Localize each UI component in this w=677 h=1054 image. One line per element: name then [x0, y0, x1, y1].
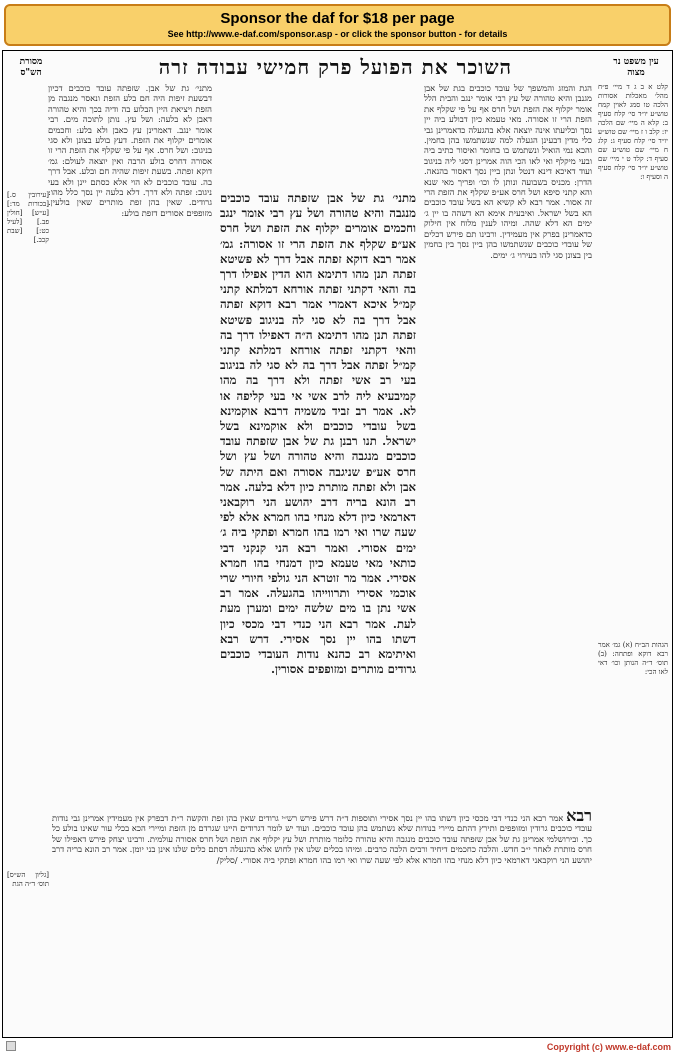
mesoret-margin [7, 191, 49, 491]
gilyon-text: [גליון הש״ס] תוס׳ ד״ה הגת [7, 871, 49, 888]
rashi-text: מתני׳ גת של אבן. שזפתה עובד כוכבים דכיון דבשעת זיפות היה חם בלע הזפת ונאסר מנגבה מן הזפת ויציאת היין הבלוע בה ודיה בכך והיא טהורה דאבן לא בלעה: ושל עץ. נותן לתוכה מים. רבי אומר ינגב. דאמרינן עץ כאבן ולא בלע: וחכמים אומרים יקלוף את הזפת. דעץ בולע בצונן ולא סגי בניגוב: ושל חרס. אף על פי שקלף את הזפת הרי זו אסורה דחרס בולע הרבה ואין יוצאה לעולם: גמ׳ דוקא זפתה. בשעת זיפות שהיה חם ובלע. אבל דרך בה. עובד כוכבים לא הוי אלא כסתם יינן ולא בעי ניגוב: זפתה ולא דרך. דלא בלעה יין נסך כלל מהו: גרודים. שאין בהן זפת מותרים שאין בולעין. מזופפים אסורים דזפת בולע: [48, 83, 212, 218]
bottom-end-mark: /סליק/ [216, 854, 238, 865]
gemara-opening-word: מתני׳ [392, 191, 416, 205]
sponsor-banner[interactable] [4, 4, 671, 46]
bottom-commentary [52, 811, 592, 1031]
sponsor-button[interactable] [6, 1041, 16, 1051]
copyright-notice[interactable]: Copyright (c) www.e-daf.com [546, 1042, 671, 1052]
tosafot-column [424, 83, 592, 801]
mesoret-heading: מסורת הש"ס [19, 57, 43, 78]
ein-mishpat-heading: עין משפט נר מצוה [613, 57, 659, 78]
page-header [3, 55, 672, 85]
bottom-dibbur-hamatchil: רבא [566, 811, 592, 825]
mesoret-text: [עירובין ס.] [בכורות מד:] [ע״ש] [חולין פב.] [לעיל כט:] [שבת קכב.] [7, 191, 49, 244]
sponsor-subtitle[interactable]: See http://www.e-daf.com/sponsor.asp - or click the sponsor button - for details [167, 29, 508, 39]
gemara-text: גת של אבן שזפתה עובד כוכבים מנגבה והיא טהורה ושל עץ רבי אומר ינגב וחכמים אומרים יקלוף את הזפת ושל חרס אע״פ שקלף את הזפת הרי זו אסורה: גמ׳ אמר רבא דוקא זפתה אבל דרך לא פשיטא זפתה תנן מהו דתימא הוא הדין אפילו דרך בה והאי דקתני זפתה אורחא דמלתא קתני קמ״ל איכא דאמרי אמר רבא דוקא זפתה אבל דרך בה לא סגי לה בניגוב פשיטא זפתה תנן מהו דתימא ה״ה דאפילו דרך בה והאי דקתני זפתה אורחא דמלתא קתני קמ״ל זפתה אבל דרך בה לא סגי לה בניגוב בעי רב אשי זפתה ולא דרך בה מהו קמיבעיא ליה לרב אשי אי בעי קליפה או לא. אמר רב זביד משמיה דרבא אוקמינא בשל עובדי כוכבים ולא אוקמינא בשל ישראל. תנו רבנן גת של אבן שזפתה עובד כוכבים מנגבה והיא טהורה ושל עץ ושל חרס אע״פ שניגבה אסורה ואם היתה של אבן ולא זפתה מותרת כיון דלא בלעה. אמר רב הונא בריה דרב יהושע הני רוקבאני דארמאי כיון דלא מנחי בהו חמרא אלא לפי שעה שרו ואי רמו בהו חמרא ופתקי ביה ג׳ ימים אסורי. ואמר רבא הני קנקני דבי כותאי מאי טעמא כיון דמנחי בהו חמרא אסירי. אמר מר זוטרא הני גולפי חיורי שרי אוכמי אסירי ותרווייהו בהגעלה. אמר רב אשי נתן בו מים שלשה ימים ומערן מעת לעת. אמר רבא הני כנדי דבי מכסי כיון דשתו בהו יין נסך אסירי. דרש רבא ואיתימא רב כהנא נודות העובדי כוכבים גרודים מותרים ומזופפים אסורין. [220, 191, 416, 677]
tosafot-text: הגת והמזג והמשפך של עובד כוכבים בגת של אבן מגנבן והיא טהורה של עץ רבי אומר ינגב והבית הלל אומר יקלוף את הזפת ושל חרס אף על פי שקלף את הזפת הרי זו אסורה. מאי טעמא כיון דבולע ביה יין נסך ובליעתו אינה יוצאה אלא בהגעלה כדאמרינן גבי כלי מדין דבעינן הגעלה למה שנשתמשו בהן בחמין. והכא נמי הואיל ונשתמש בו בחומר ואיסור כתיב ביה ובעי מיקלף ואי לאו הכי הוה אמרינן דסגי ליה בניגוב ועוד דאיכא דינא דנטל ונתן ביין נסך דאסור בהנאה. הדרן: מכניס בשבועה ונותן לו וכו׳ ופריך מאי שנא והא קתני סיפא ושל חרס אע״פ שקלף את הזפת הרי זה אסור. אמר רבא לא קשיא הא בשל עובד כוכבים הא בשל ישראל. ואיבעית אימא הא דשהה בו יין ג׳ ימים הא דלא שהה. ומיהו לענין מלוח אין חילוק כדאמרינן בפרק אין מעמידין. ורבינו תם פירש דכלים של עובדי כוכבים שנשתמשו בהן ביין נסך בין בחמין בין בצונן סגי להו בעירוי ג׳ ימים. [424, 83, 592, 260]
hagahot-margin [598, 641, 668, 721]
ein-mishpat-text: קלט א ב ג ד מיי׳ פ״ח מהל׳ מאכלות אסורות הלכה טו סמג לאוין קמח טוש״ע יו״ד סי׳ קלח סעיף ב: קלא ה מיי׳ שם הלכה יז: קלב ו ז מיי׳ שם טוש״ע יו״ד סי׳ קלח סעיף ג: קלג ח מיי׳ שם טוש״ע שם סעיף ד: קלד ט י מיי׳ שם טוש״ע יו״ד סי׳ קלח סעיף ה וסעיף ו: [598, 83, 668, 181]
sponsor-title: Sponsor the daf for $18 per page [220, 10, 455, 27]
ein-mishpat-margin [598, 83, 668, 323]
rashi-column [48, 83, 212, 801]
bottom-commentary-text: אמר רבא הני כנדי דבי מכסי כיון דשתו בהו יין נסך אסירי ותוספות ד״ה דרש פירש רש״י גרודים שאין בהן זפת והקשה ר״ת דבפרק אין מעמידין אמרינן גבי נודות עובדי כוכבים גרודין ומזופפים ותירץ דהתם מיירי בנודות שלא נשתמש בהן עובד כוכבים. ועוד יש לומר דגרודים היינו שגרדם מן הזפת ומיירי הכא בכלי עור שאינו בולע כל כך. ובירושלמי אמרינן גת של אבן שזפתה עובד כוכבים מנגבה והיא טהורה כלומר מותרת ושל עץ יקלוף את הזפת ושל חרס אסורה עולמית. ורבינו יצחק פירש דאפילו של חרס מותרת לאחר י״ב חדש. והלכה כחכמים דיחיד ורבים הלכה כרבים. ומיהו בכלים שלנו אין לחוש אלא בהגעלה דסתם כלים שלנו אינן בני יומן. אמר רב הונא בריה דרב יהושע הני רוקבאני דארמאי כיון דלא מנחי בהו חמרא אלא לפי שעה שרו ואי רמו בהו חמרא ופתקי ביה אסורי. [52, 813, 592, 865]
hagahot-text: הגהות הב״ח (א) גמ׳ אמר רבא דוקא ופתחה: (ב) תוס׳ ד״ה הנותן וכו׳ דאי לאו הכי: [598, 641, 668, 676]
gemara-column [220, 191, 416, 803]
talmud-page [2, 50, 673, 1038]
chapter-title: השוכר את הפועל פרק חמישי עבודה זרה [158, 55, 512, 79]
gilyon-margin [7, 871, 49, 931]
